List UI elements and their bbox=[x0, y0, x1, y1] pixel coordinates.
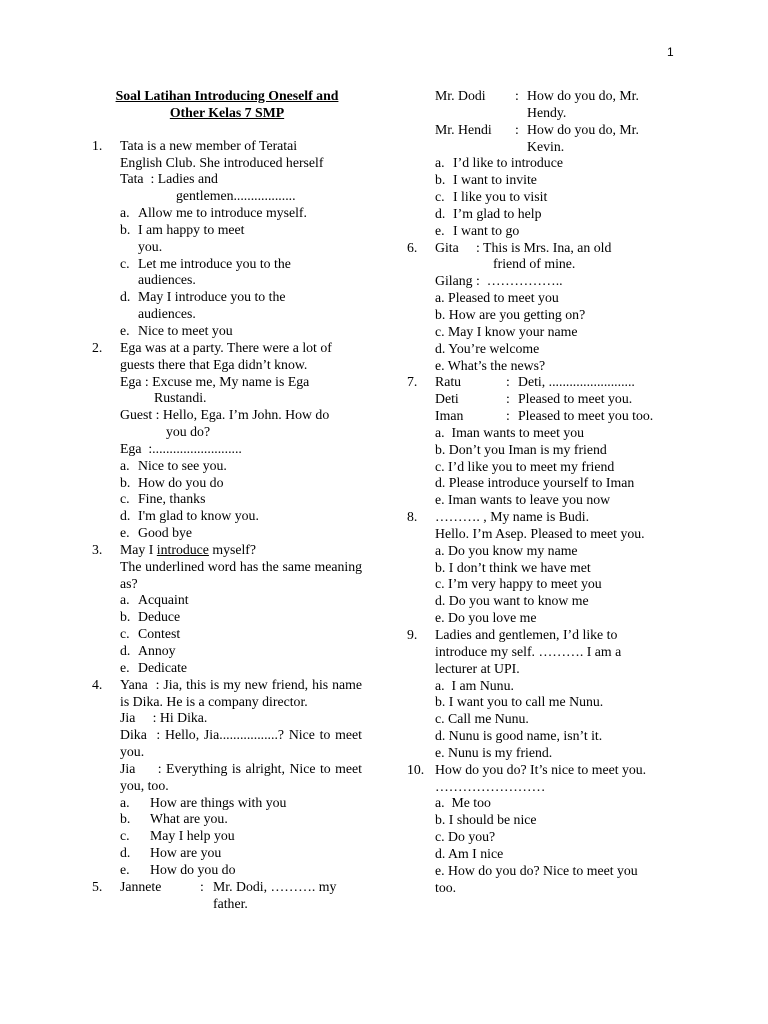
option-text: May I help you bbox=[150, 828, 235, 844]
right-column bbox=[407, 88, 672, 897]
dialog-text-line: Kevin. bbox=[527, 138, 565, 154]
title-line-1: Soal Latihan Introducing Oneself and bbox=[115, 88, 339, 103]
question-text-line: Tata is a new member of Teratai bbox=[120, 137, 298, 153]
option-d: d. Do you want to know me bbox=[435, 593, 589, 609]
option-a: a. Do you know my name bbox=[435, 542, 578, 558]
dialog-line: Jia : Everything is alright, Nice to meet you, too. bbox=[120, 760, 366, 793]
option-c bbox=[120, 256, 362, 290]
speaker-colon: : bbox=[515, 88, 519, 103]
option-e: e. How do you do? Nice to meet you bbox=[435, 862, 638, 878]
speaker-colon: : bbox=[506, 408, 510, 424]
question-text bbox=[120, 542, 362, 559]
option-e bbox=[120, 660, 362, 677]
dialog-line: Tata : Ladies and bbox=[120, 171, 218, 187]
option-letter: d. bbox=[120, 845, 131, 861]
option-letter: a. bbox=[120, 794, 130, 810]
dialog-line: Gilang : …………….. bbox=[435, 273, 563, 289]
dialog-text-line: Mr. Dodi, ………. my bbox=[213, 878, 337, 894]
dialog-line: Ega :.......................... bbox=[120, 440, 242, 456]
option-c bbox=[120, 828, 362, 845]
page-number: 1 bbox=[667, 45, 674, 59]
option-letter: b. bbox=[120, 609, 131, 625]
option-b: b. I should be nice bbox=[435, 812, 537, 828]
dialog-line-cont: Rustandi. bbox=[154, 390, 207, 406]
option-letter: c. bbox=[120, 491, 130, 507]
dialog-line bbox=[120, 879, 362, 913]
option-letter: e. bbox=[120, 322, 130, 338]
option-letter: e. bbox=[120, 861, 130, 877]
option-a: a. Pleased to meet you bbox=[435, 290, 559, 306]
option-text-cont: audiences. bbox=[138, 306, 196, 322]
title-line-2: Other Kelas 7 SMP bbox=[169, 104, 285, 120]
question-number: 5. bbox=[92, 878, 103, 894]
option-letter: a. bbox=[120, 205, 130, 221]
option-text: Annoy bbox=[138, 643, 176, 658]
option-text: Deduce bbox=[138, 609, 181, 625]
option-e bbox=[120, 862, 362, 879]
dialog-text-line: How do you do, Mr. bbox=[527, 121, 639, 137]
option-letter: c. bbox=[120, 255, 130, 271]
option-text-cont: audiences. bbox=[138, 272, 196, 288]
option-letter: e. bbox=[120, 525, 130, 541]
option-letter: c. bbox=[120, 828, 130, 844]
question-number: 1. bbox=[92, 137, 103, 153]
option-a bbox=[435, 155, 672, 172]
option-c: c. Call me Nunu. bbox=[435, 711, 529, 727]
option-a: a. I am Nunu. bbox=[435, 677, 514, 693]
dialog-line: Yana : Jia, this is my new friend, his name is Dika. He is a company director. bbox=[120, 676, 366, 709]
option-d bbox=[120, 845, 362, 862]
option-d: d. Am I nice bbox=[435, 845, 504, 861]
answer-blank: …………………… bbox=[435, 778, 546, 794]
speaker-name: Mr. Hendi bbox=[435, 121, 492, 137]
option-a bbox=[120, 205, 362, 222]
option-d bbox=[435, 206, 672, 223]
option-text: I like you to visit bbox=[453, 189, 548, 205]
option-b: b. Don’t you Iman is my friend bbox=[435, 441, 607, 457]
question-10 bbox=[407, 762, 672, 897]
question-text-line: Ladies and gentlemen, I’d like to bbox=[435, 627, 618, 642]
option-text: Acquaint bbox=[138, 592, 189, 608]
option-e: e. Do you love me bbox=[435, 610, 537, 626]
option-c: c. May I know your name bbox=[435, 323, 578, 339]
option-text: I am happy to meet bbox=[138, 221, 245, 237]
question-5 bbox=[92, 879, 362, 913]
option-letter: a. bbox=[435, 155, 445, 171]
option-a bbox=[120, 592, 362, 609]
option-letter: b. bbox=[120, 221, 131, 237]
option-c bbox=[435, 189, 672, 206]
option-text: How are you bbox=[150, 845, 222, 861]
dialog-line bbox=[435, 408, 672, 425]
dialog-text-line: Hendy. bbox=[527, 104, 567, 120]
option-c: c. Do you? bbox=[435, 829, 496, 845]
option-e bbox=[120, 323, 362, 340]
question-9 bbox=[407, 627, 672, 762]
option-text: Let me introduce you to the bbox=[138, 255, 291, 271]
option-c bbox=[120, 626, 362, 643]
question-number: 9. bbox=[407, 627, 418, 642]
dialog-line: Gita : This is Mrs. Ina, an old bbox=[435, 239, 612, 255]
dialog-line: Guest : Hello, Ega. I’m John. How do bbox=[120, 407, 330, 423]
question-number: 6. bbox=[407, 239, 418, 255]
speaker-colon: : bbox=[506, 391, 510, 407]
question-text-line: Hello. I’m Asep. Pleased to meet you. bbox=[435, 525, 645, 541]
option-letter: c. bbox=[120, 626, 130, 642]
dialog-text-line: father. bbox=[213, 895, 248, 911]
option-e: e. Iman wants to leave you now bbox=[435, 492, 611, 508]
option-text: Fine, thanks bbox=[138, 491, 206, 507]
option-text-cont: you. bbox=[138, 238, 163, 254]
option-letter: b. bbox=[435, 172, 446, 188]
option-text: I’d like to introduce bbox=[453, 155, 563, 171]
dialog-text-line: How do you do, Mr. bbox=[527, 88, 639, 103]
option-letter: e. bbox=[120, 659, 130, 675]
option-letter: d. bbox=[435, 205, 446, 221]
dialog-line bbox=[435, 391, 672, 408]
question-text-line: introduce my self. ………. I am a bbox=[435, 643, 622, 659]
question-text-line: ………. , My name is Budi. bbox=[435, 509, 590, 525]
question-6 bbox=[407, 240, 672, 375]
option-letter: d. bbox=[120, 508, 131, 524]
option-text: Good bye bbox=[138, 525, 193, 541]
question-text-line: How do you do? It’s nice to meet you. bbox=[435, 761, 647, 777]
option-e bbox=[435, 223, 672, 240]
question-4 bbox=[92, 676, 366, 879]
speaker-name: Iman bbox=[435, 408, 464, 424]
question-number: 4. bbox=[92, 676, 103, 692]
option-d bbox=[120, 508, 362, 525]
dialog-line bbox=[435, 88, 672, 122]
dialog-line: Jia : Hi Dika. bbox=[120, 710, 208, 726]
option-letter: d. bbox=[120, 289, 131, 305]
question-text: Ega was at a party. There were a lot of guests there that Ega didn’t know. bbox=[120, 339, 332, 372]
option-text: What are you. bbox=[150, 811, 228, 827]
question-text-pre: May I bbox=[120, 541, 157, 557]
option-e-cont: too. bbox=[435, 879, 457, 895]
question-number: 10. bbox=[407, 761, 425, 777]
dialog-line bbox=[435, 374, 672, 391]
speaker-name: Jannete bbox=[120, 878, 162, 894]
option-text: I'm glad to know you. bbox=[138, 508, 259, 524]
option-text: Nice to see you. bbox=[138, 457, 227, 473]
option-b bbox=[120, 609, 362, 626]
option-c: c. I’m very happy to meet you bbox=[435, 576, 602, 592]
speaker-colon: : bbox=[200, 878, 204, 894]
option-text: Dedicate bbox=[138, 659, 188, 675]
dialog-text: Deti, ......................... bbox=[518, 374, 635, 390]
option-text: I want to invite bbox=[453, 172, 537, 188]
option-text: How are things with you bbox=[150, 794, 287, 810]
option-a bbox=[120, 458, 362, 475]
question-text: The underlined word has the same meaning as? bbox=[120, 558, 362, 591]
option-text: Contest bbox=[138, 626, 181, 642]
option-b bbox=[120, 811, 362, 828]
dialog-line-cont: gentlemen.................. bbox=[176, 188, 296, 204]
question-text-post: myself? bbox=[208, 541, 257, 557]
option-d bbox=[120, 643, 362, 660]
question-text-line: English Club. She introduced herself bbox=[120, 154, 324, 170]
question-3 bbox=[92, 542, 362, 677]
dialog-text: Pleased to meet you too. bbox=[518, 408, 654, 424]
option-e: e. What’s the news? bbox=[435, 357, 546, 373]
question-text-line: lecturer at UPI. bbox=[435, 660, 520, 676]
option-a: a. Me too bbox=[435, 795, 491, 811]
question-2 bbox=[92, 340, 362, 542]
question-5-continued bbox=[407, 88, 672, 240]
option-b: b. I want you to call me Nunu. bbox=[435, 694, 604, 710]
speaker-colon: : bbox=[515, 121, 519, 137]
option-letter: b. bbox=[120, 811, 131, 827]
option-b: b. How are you getting on? bbox=[435, 306, 586, 322]
option-letter: b. bbox=[120, 474, 131, 490]
dialog-line: Ega : Excuse me, My name is Ega bbox=[120, 373, 310, 389]
option-text: May I introduce you to the bbox=[138, 289, 286, 305]
dialog-line: Dika : Hello, Jia.................? Nice to meet you. bbox=[120, 727, 366, 760]
question-number: 7. bbox=[407, 374, 418, 390]
dialog-text bbox=[527, 88, 672, 122]
question-1 bbox=[92, 138, 362, 340]
option-b bbox=[435, 172, 672, 189]
speaker-name: Ratu bbox=[435, 374, 462, 390]
option-d: d. Please introduce yourself to Iman bbox=[435, 475, 635, 491]
option-c bbox=[120, 491, 362, 508]
option-text: I’m glad to help bbox=[453, 205, 542, 221]
option-c: c. I’d like you to meet my friend bbox=[435, 458, 615, 474]
document-title bbox=[92, 88, 362, 122]
dialog-text: Pleased to meet you. bbox=[518, 391, 633, 407]
left-column bbox=[92, 88, 366, 913]
question-number: 3. bbox=[92, 541, 103, 557]
dialog-text bbox=[527, 122, 672, 156]
option-b bbox=[120, 475, 362, 492]
dialog-line-cont: you do? bbox=[166, 424, 211, 440]
dialog-line-cont: friend of mine. bbox=[493, 256, 576, 272]
question-7 bbox=[407, 374, 672, 509]
option-b bbox=[120, 222, 362, 256]
speaker-name: Mr. Dodi bbox=[435, 88, 486, 103]
option-e: e. Nunu is my friend. bbox=[435, 744, 553, 760]
option-d bbox=[120, 289, 362, 323]
option-text: Allow me to introduce myself. bbox=[138, 205, 307, 221]
option-letter: c. bbox=[435, 189, 445, 205]
speaker-colon: : bbox=[506, 374, 510, 390]
option-text: How do you do bbox=[138, 474, 224, 490]
option-text: Nice to meet you bbox=[138, 322, 233, 338]
question-8 bbox=[407, 509, 672, 627]
option-e bbox=[120, 525, 362, 542]
option-a bbox=[120, 795, 362, 812]
question-number: 2. bbox=[92, 339, 103, 355]
dialog-text bbox=[213, 879, 362, 913]
option-letter: d. bbox=[120, 643, 131, 658]
option-d: d. You’re welcome bbox=[435, 340, 540, 356]
speaker-name: Deti bbox=[435, 391, 459, 407]
option-b: b. I don’t think we have met bbox=[435, 559, 591, 575]
underlined-word: introduce bbox=[156, 541, 209, 557]
question-number: 8. bbox=[407, 509, 418, 525]
option-letter: e. bbox=[435, 222, 445, 238]
option-text: I want to go bbox=[453, 222, 520, 238]
option-a: a. Iman wants to meet you bbox=[435, 424, 585, 440]
option-text: How do you do bbox=[150, 861, 236, 877]
dialog-line bbox=[435, 122, 672, 156]
option-letter: a. bbox=[120, 592, 130, 608]
option-d: d. Nunu is good name, isn’t it. bbox=[435, 728, 603, 744]
option-letter: a. bbox=[120, 457, 130, 473]
